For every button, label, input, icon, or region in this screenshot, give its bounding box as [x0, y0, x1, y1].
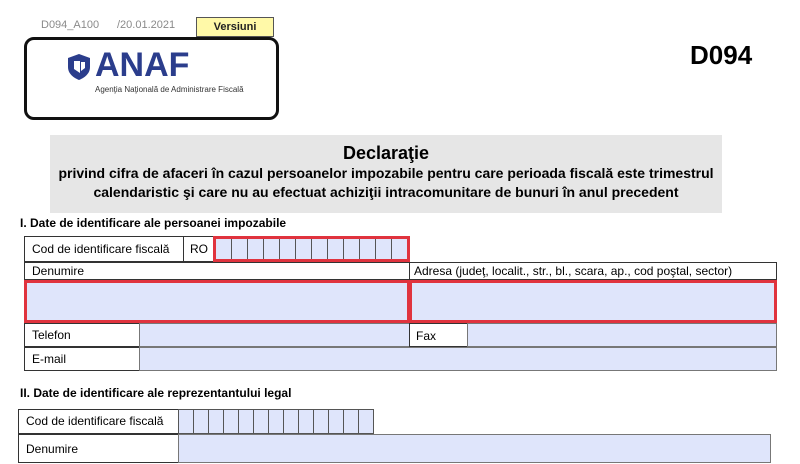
rep-name-label: Denumire	[18, 434, 179, 463]
ro-prefix: RO	[183, 236, 214, 262]
logo-box	[24, 37, 279, 120]
rep-cif-digit[interactable]	[299, 410, 314, 433]
phone-label: Telefon	[24, 323, 140, 347]
rep-cif-digit[interactable]	[209, 410, 224, 433]
form-code-small: D094_A100	[41, 19, 100, 31]
cif-digit[interactable]	[216, 239, 232, 259]
rep-cif-digit[interactable]	[179, 410, 194, 433]
address-label: Adresa (judeţ, localit., str., bl., scara, ap., cod poştal, sector)	[409, 262, 777, 280]
form-date: /20.01.2021	[117, 19, 176, 31]
rep-cif-digit[interactable]	[254, 410, 269, 433]
rep-cif-digit[interactable]	[194, 410, 209, 433]
title-line-1: privind cifra de afaceri în cazul persoanelor impozabile pentru care perioada fiscală este trimestrul	[58, 165, 714, 181]
section-2-heading: II. Date de identificare ale reprezentantului legal	[20, 386, 292, 400]
cif-digit[interactable]	[312, 239, 328, 259]
cif-digit[interactable]	[232, 239, 248, 259]
rep-cif-digit[interactable]	[314, 410, 329, 433]
address-input[interactable]	[409, 280, 777, 323]
rep-cif-input[interactable]	[178, 409, 374, 434]
email-label: E-mail	[24, 347, 140, 371]
shield-icon	[67, 53, 91, 81]
rep-cif-digit[interactable]	[284, 410, 299, 433]
cif-digit[interactable]	[296, 239, 312, 259]
page-title: Declaraţie	[342, 143, 430, 163]
title-line-2: calendaristic şi care nu au efectuat achiziţii intracomunitare de bunuri în anul precedent	[93, 184, 679, 200]
cif-digit[interactable]	[248, 239, 264, 259]
cif-digit[interactable]	[264, 239, 280, 259]
phone-input[interactable]	[139, 323, 410, 347]
rep-name-input[interactable]	[178, 434, 771, 463]
name-input[interactable]	[24, 280, 410, 323]
section-1-heading: I. Date de identificare ale persoanei impozabile	[20, 216, 287, 230]
fax-input[interactable]	[467, 323, 777, 347]
cif-digit[interactable]	[360, 239, 376, 259]
fax-label: Fax	[409, 323, 468, 347]
rep-cif-digit[interactable]	[329, 410, 344, 433]
logo-name: ANAF	[95, 46, 190, 84]
logo-subtitle: Agenţia Naţională de Administrare Fiscală	[95, 85, 244, 94]
cif-input[interactable]	[213, 236, 410, 262]
versions-button[interactable]: Versiuni	[196, 17, 274, 37]
rep-cif-digit[interactable]	[344, 410, 359, 433]
name-label: Denumire	[24, 262, 410, 280]
rep-cif-digit[interactable]	[239, 410, 254, 433]
cif-label: Cod de identificare fiscală	[24, 236, 184, 262]
cif-digit[interactable]	[280, 239, 296, 259]
cif-digit[interactable]	[392, 239, 407, 259]
cif-digit[interactable]	[376, 239, 392, 259]
title-box	[50, 135, 722, 213]
cif-digit[interactable]	[328, 239, 344, 259]
form-code-large: D094	[690, 40, 753, 70]
rep-cif-digit[interactable]	[224, 410, 239, 433]
rep-cif-digit[interactable]	[269, 410, 284, 433]
rep-cif-label: Cod de identificare fiscală	[18, 409, 179, 434]
cif-digit[interactable]	[344, 239, 360, 259]
email-input[interactable]	[139, 347, 777, 371]
rep-cif-digit[interactable]	[359, 410, 373, 433]
